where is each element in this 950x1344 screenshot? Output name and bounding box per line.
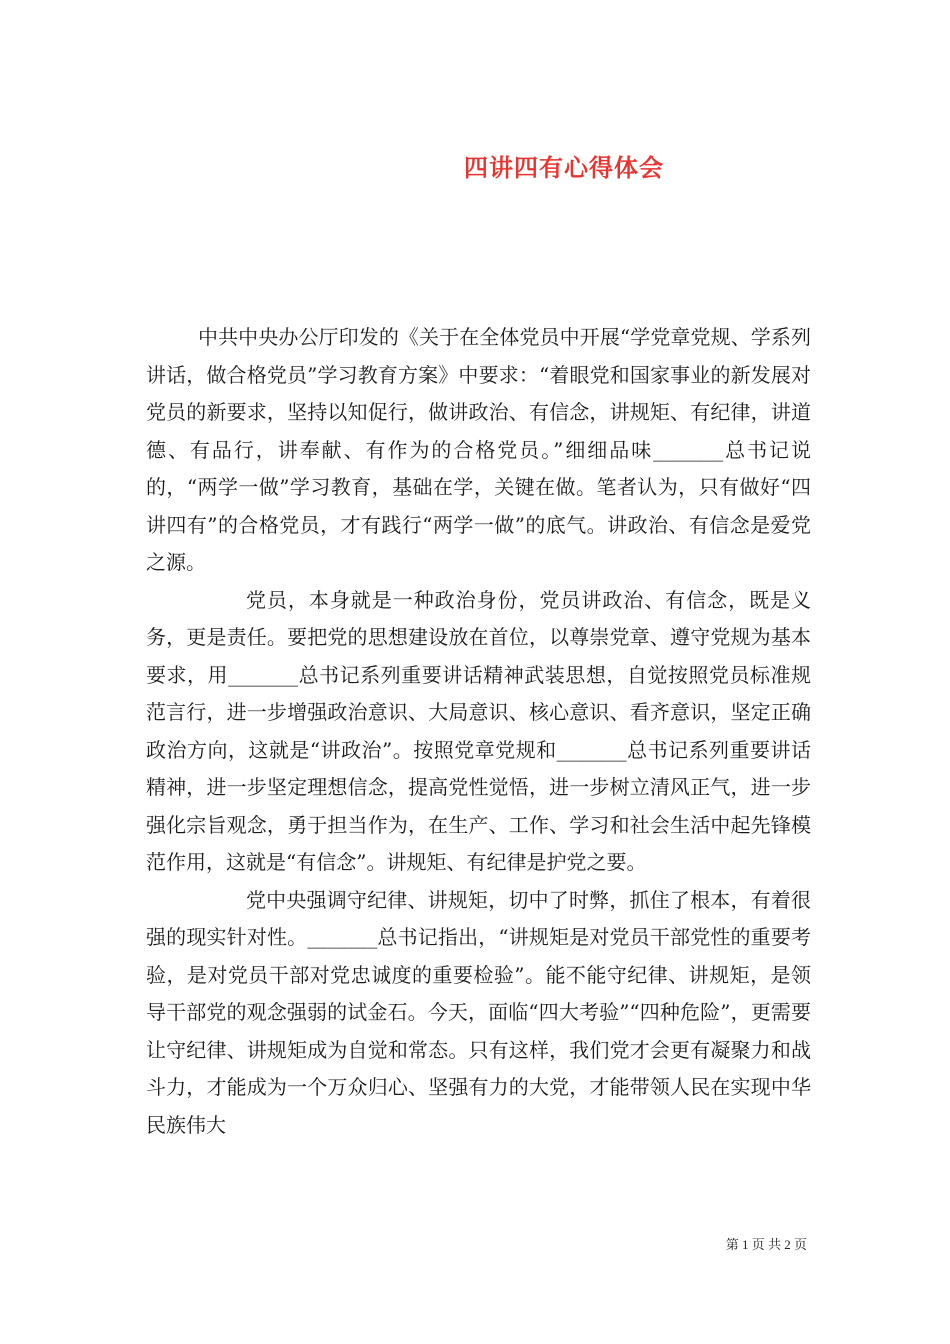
paragraph-3: 党中央强调守纪律、讲规矩，切中了时弊，抓住了根本，有着很强的现实针对性。_______总书记指出，“讲规矩是对党员干部党性的重要考验，是对党员干部对党忠诚度的重要检验”。能不能守纪律、讲规矩，是领导干部党的观念强弱的试金石。今天，面临“四大考验”“四种危险”，更需要让守纪律、讲规矩成为自觉和常态。只有这样，我们党才会更有凝聚力和战斗力，才能成为一个万众归心、坚强有力的大党，才能带领人民在实现中华民族伟大 (146, 887, 811, 1137)
paragraph-2: 党员，本身就是一种政治身份，党员讲政治、有信念，既是义务，更是责任。要把党的思想建设放在首位，以尊崇党章、遵守党规为基本要求，用_______总书记系列重要讲话精神武装思想，自觉按照党员标准规范言行，进一步增强政治意识、大局意识、核心意识、看齐意识，坚定正确政治方向，这就是“讲政治”。按照党章党规和_______总书记系列重要讲话精神，进一步坚定理想信念，提高党性觉悟，进一步树立清风正气，进一步强化宗旨观念，勇于担当作为，在生产、工作、学习和社会生活中起先锋模范作用，这就是“有信念”。讲规矩、有纪律是护党之要。 (146, 587, 811, 874)
document-body (146, 319, 811, 1144)
page-number-footer: 第 1 页 共 2 页 (725, 1237, 807, 1252)
paragraph-1: 中共中央办公厅印发的《关于在全体党员中开展“学党章党规、学系列讲话，做合格党员”学习教育方案》中要求：“着眼党和国家事业的新发展对党员的新要求，坚持以知促行，做讲政治、有信念，讲规矩、有纪律，讲道德、有品行，讲奉献、有作为的合格党员。”细细品味_______总书记说的，“两学一做”学习教育，基础在学，关键在做。笔者认为，只有做好“四讲四有”的合格党员，才有践行“两学一做”的底气。讲政治、有信念是爱党之源。 (146, 325, 811, 574)
document-title: 四讲四有心得体会 (464, 153, 664, 183)
